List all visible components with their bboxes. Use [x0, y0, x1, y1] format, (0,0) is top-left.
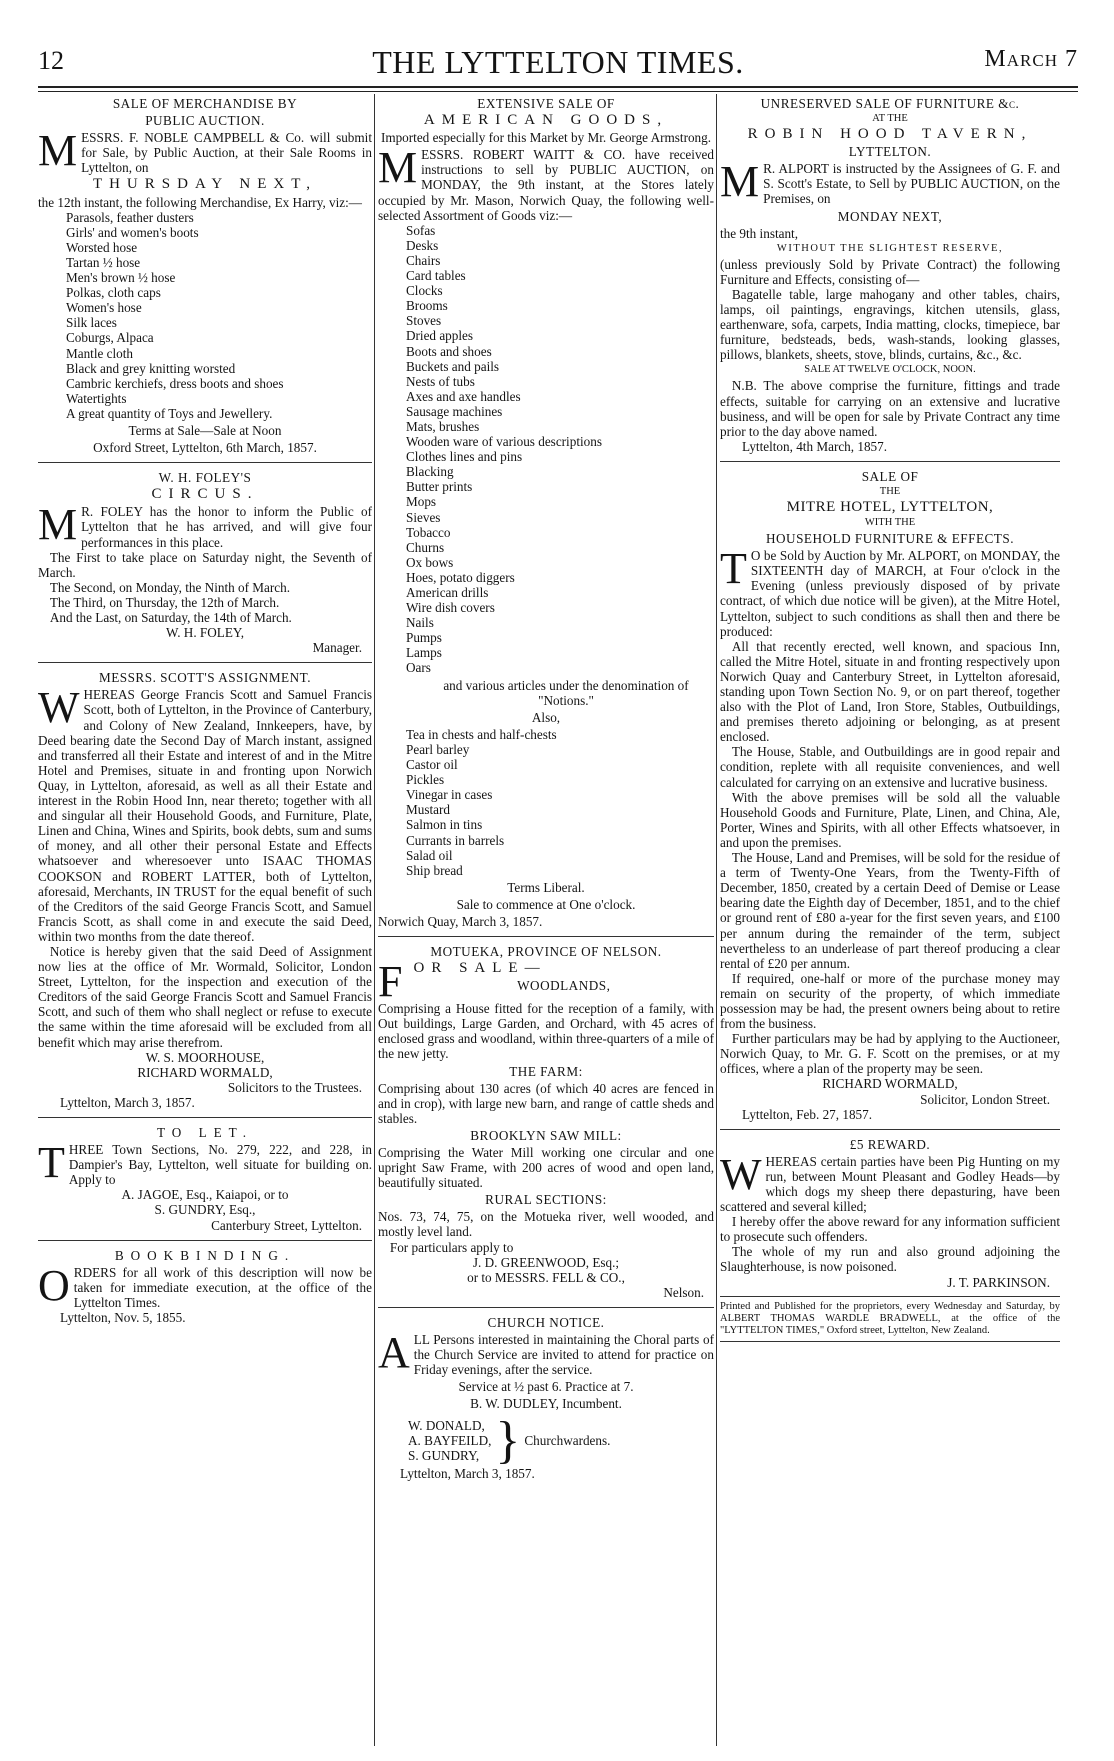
ad-terms: Terms at Sale—Sale at Noon: [128, 422, 282, 438]
ad-text: LL Persons interested in maintaining the Choral parts of the Church Service are invited to attend for practice on Friday evenings, after the service.: [413, 1332, 714, 1378]
ad-heading: SALE OF MERCHANDISE BY: [112, 96, 298, 111]
ad-text: The whole of my run and also ground adjoining the Slaughterhouse, is now poisoned.: [720, 1244, 1060, 1275]
ad-subheading: SALE AT TWELVE O'CLOCK, NOON.: [804, 364, 976, 376]
contact: Canterbury Street, Lyttelton.: [211, 1217, 362, 1233]
drop-cap: M: [38, 500, 78, 550]
list-item: Clocks: [406, 283, 443, 299]
ad-dateline: Lyttelton, March 3, 1857.: [400, 1465, 535, 1481]
list-item: Sofas: [406, 222, 436, 238]
ad-text: The House, Stable, and Outbuildings are in good repair and condition, replete with all requisite conveniences, and well calculated for carrying on an extensive and lucrative business.: [720, 744, 1060, 790]
list-item: Oars: [406, 660, 431, 676]
list-item: Pearl barley: [406, 741, 470, 757]
ad-subheading: WITH THE: [864, 517, 916, 529]
list-item: Castor oil: [406, 757, 458, 773]
signature: B. W. DUDLEY, Incumbent.: [470, 1396, 622, 1412]
ad-text: For particulars apply to: [389, 1239, 514, 1255]
list-item: Tobacco: [406, 524, 451, 540]
ad-text: And the Last, on Saturday, the 14th of March.: [49, 610, 292, 625]
page-number: 12: [38, 46, 64, 75]
signature: W. H. FOLEY,: [165, 625, 245, 641]
list-item: Sieves: [406, 509, 441, 525]
ad-text: Also,: [531, 709, 561, 725]
brace-icon: }: [495, 1411, 521, 1469]
list-item: Wire dish covers: [406, 600, 495, 616]
list-item: Ship bread: [406, 862, 463, 878]
signature: S. GUNDRY,: [408, 1448, 480, 1464]
list-item: Blacking: [406, 464, 454, 480]
ad-text: R. FOLEY has the honor to inform the Public of Lyttelton that he has arrived, and will give four performances in this place.: [81, 504, 372, 550]
contact: or to MESSRS. FELL & CO.,: [467, 1269, 625, 1285]
ad-text: the 9th instant,: [720, 225, 799, 241]
ad-subheading: AT THE: [872, 113, 908, 125]
list-item: Brooms: [406, 298, 448, 314]
ad-text: Bagatelle table, large mahogany and other tables, chairs, lamps, oil paintings, engravings, kitchen utensils, glass, earthenware, sofa, carpets, India matting, clocks, timepiece, bar furniture, bedsteads, beds, wash-stands, looking glasses, pillows, blankets, sheets, stove, blinds, curtains, &c., &c.: [720, 286, 1060, 363]
goods-list: [378, 727, 714, 878]
ad-text: the 12th instant, the following Merchandise, Ex Harry, viz:—: [38, 194, 362, 210]
ad-text: The First to take place on Saturday night, the Seventh of March.: [38, 549, 372, 580]
contact: S. GUNDRY, Esq.,: [154, 1202, 256, 1218]
drop-cap: A: [378, 1328, 410, 1378]
ad-separator: [378, 936, 714, 937]
signature: RICHARD WORMALD,: [137, 1064, 273, 1080]
to-let-ad: [38, 1125, 372, 1233]
ad-heading: BOOKBINDING.: [114, 1247, 296, 1263]
ad-subheading: THE: [879, 485, 901, 497]
ad-text: N.B. The above comprise the furniture, fittings and trade effects, suitable for carrying on an extensive and lucrative business, and will be open for sale by Private Contract any time prior to the day above named.: [720, 378, 1060, 439]
list-item: Chairs: [406, 252, 441, 268]
contact: A. JAGOE, Esq., Kaiapoi, or to: [121, 1187, 289, 1203]
masthead: [38, 38, 1078, 84]
list-item: Mops: [406, 494, 437, 510]
signature: J. T. PARKINSON.: [947, 1274, 1050, 1290]
masthead-rule: [38, 86, 1078, 92]
circus-ad: [38, 470, 372, 655]
list-item: Dried apples: [406, 328, 474, 344]
ad-heading: TO LET.: [156, 1125, 254, 1140]
ad-heading: AMERICAN GOODS,: [423, 112, 669, 129]
list-item: Currants in barrels: [406, 832, 505, 848]
signature-title: Solicitor, London Street.: [920, 1091, 1050, 1107]
ad-dateline: Norwich Quay, March 3, 1857.: [378, 913, 543, 929]
ad-text: The House, Land and Premises, will be sold for the residue of a term of Twenty-One Years, from the Twenty-Fifth of December, 1850, created by a certain Deed of Demise or Lease bearing date the Eighth day of December, 1851, and to the chief or ground rent of £80 a-year for the first seven years, and £100 per annum during the remainder of the term, subject nevertheless to an underlease of part thereof producing a clear rental of £20 per annum.: [720, 850, 1060, 971]
ad-separator: [720, 461, 1060, 462]
drop-cap: M: [38, 126, 78, 176]
list-item: Ox bows: [406, 554, 454, 570]
signature: W. DONALD,: [408, 1417, 485, 1433]
drop-cap: W: [720, 1149, 762, 1199]
ad-separator: [38, 662, 372, 663]
ad-text: and various articles under the denomination of "Notions.": [443, 677, 689, 708]
list-item: Pumps: [406, 630, 442, 646]
list-item: Desks: [406, 237, 439, 253]
ad-text: Further particulars may be had by applying to the Auctioneer, Norwich Quay, to Mr. G. F. Scott on the premises, or at my offices, where a plan of the property may be seen.: [720, 1031, 1060, 1077]
list-item: Watertights: [66, 390, 127, 406]
ad-subheading: Imported especially for this Market by Mr. George Armstrong.: [380, 130, 712, 146]
merchandise-list: [38, 210, 372, 421]
ad-heading: MOTUEKA, PROVINCE OF NELSON.: [430, 944, 662, 960]
ad-text: ESSRS. ROBERT WAITT & CO. have received instructions to sell by PUBLIC AUCTION, on MONDAY, the 9th instant, at the Stores lately occupied by Mr. Mason, Norwich Quay, the following well-selected Assortment of Goods viz:—: [378, 147, 714, 223]
ad-heading: MITRE HOTEL, LYTTELTON,: [786, 498, 994, 515]
list-item: Mats, brushes: [406, 418, 480, 434]
list-item: Salad oil: [406, 847, 453, 863]
ad-heading: ROBIN HOOD TAVERN,: [747, 126, 1033, 143]
signature-title: Manager.: [312, 640, 362, 656]
list-item: Parasols, feather dusters: [66, 209, 194, 225]
ad-text: ESSRS. F. NOBLE CAMPBELL & Co. will submit for Sale, by Public Auction, at their Sale Rooms in Lyttelton, on: [81, 130, 372, 176]
list-item: Black and grey knitting worsted: [66, 360, 236, 376]
ad-text: HEREAS George Francis Scott and Samuel Francis Scott, both of Lyttelton, in the Province of Canterbury, and Colony of New Zealand, Innkeepers, have, by Deed bearing date the Second Day of March instant, assigned and transferred all their Estate and interest of and in the Mitre Hotel and Premises, situate in and fronting upon Norwich Quay, in Lyttelton, aforesaid, as well as all their Estate and interest in the Robin Hood Inn, near thereto; together with all and singular all their Household Goods, and Furniture, Plate, Linen and China, Wines and Spirits, book debts, sum and sums of money, and all other their personal Estate and Effects whatsoever and wheresoever unto ISAAC THOMAS COOKSON and ROBERT LATTER, both of Lyttelton, aforesaid, Merchants, IN TRUST for the equal benefit of such of the Creditors of the said George Francis Scott, and Samuel Francis Scott, as shall come in and execute the said Deed, within two months from the date thereof.: [38, 687, 372, 944]
list-item: Mustard: [406, 802, 450, 818]
ad-heading: EXTENSIVE SALE OF: [477, 96, 615, 111]
list-item: Women's hose: [66, 300, 142, 316]
ad-text: All that recently erected, well known, and spacious Inn, called the Mitre Hotel, situate in and fronting respectively upon Norwich Quay and Canterbury Street, in Lyttelton aforesaid, standing upon Town Section No. 9, or on part thereof, together also with the Plot of Land, Iron Store, Stables, Outbuildings, and premises thereto adjoining or belonging, as at present enclosed.: [720, 638, 1060, 745]
merchandise-sale-ad: [38, 96, 372, 455]
ad-subheading: THE FARM:: [509, 1063, 583, 1079]
ad-subheading: MONDAY NEXT,: [837, 208, 943, 224]
ad-heading: CHURCH NOTICE.: [487, 1314, 605, 1330]
motueka-sale-ad: [378, 944, 714, 1300]
ad-dateline: Lyttelton, March 3, 1857.: [60, 1094, 195, 1110]
list-item: Worsted hose: [66, 239, 138, 255]
list-item: Mantle cloth: [66, 345, 134, 361]
ad-subheading: BROOKLYN SAW MILL:: [470, 1127, 622, 1143]
signature: RICHARD WORMALD,: [822, 1076, 958, 1092]
list-item: Sausage machines: [406, 403, 503, 419]
ad-dateline: Lyttelton, 4th March, 1857.: [742, 438, 888, 454]
column-divider: [716, 94, 717, 1746]
ad-text: HREE Town Sections, No. 279, 222, and 228, in Dampier's Bay, Lyttelton, well situate for building on. Apply to: [68, 1142, 372, 1188]
list-item: Butter prints: [406, 479, 473, 495]
ad-subheading: LYTTELTON.: [848, 144, 932, 160]
ad-text: Comprising the Water Mill working one circular and one upright Saw Frame, with 200 acres of wood and open land, beautifully situated.: [378, 1145, 714, 1191]
ad-text: HEREAS certain parties have been Pig Hunting on my run, between Mount Pleasant and Godley Heads—by which dogs my sheep there depasturing, have been scattered and several killed;: [720, 1153, 1060, 1215]
ad-heading: OR SALE—: [413, 960, 547, 977]
american-goods-ad: [378, 96, 714, 929]
list-item: Wooden ware of various descriptions: [406, 434, 602, 450]
ad-text: Nos. 73, 74, 75, on the Motueka river, well wooded, and mostly level land.: [378, 1209, 714, 1240]
drop-cap: W: [38, 683, 80, 733]
list-item: Polkas, cloth caps: [66, 285, 161, 301]
contact: J. D. GREENWOOD, Esq.;: [472, 1254, 620, 1270]
ad-heading: CIRCUS.: [151, 486, 259, 503]
list-item: Cambric kerchiefs, dress boots and shoes: [66, 375, 284, 391]
ad-text: The Third, on Thursday, the 12th of March.: [49, 594, 280, 610]
goods-list: [378, 223, 714, 676]
ad-separator: [38, 462, 372, 463]
list-item: Axes and axe handles: [406, 388, 521, 404]
list-item: Salmon in tins: [406, 817, 483, 833]
ad-separator: [720, 1129, 1060, 1130]
list-item: Girls' and women's boots: [66, 224, 199, 240]
issue-date: March 7: [984, 46, 1078, 72]
ad-dateline: Oxford Street, Lyttelton, 6th March, 1857.: [93, 440, 317, 456]
ad-separator: [38, 1117, 372, 1118]
newspaper-title: THE LYTTELTON TIMES.: [372, 44, 744, 80]
list-item: Tartan ½ hose: [66, 254, 141, 270]
list-item: Tea in chests and half-chests: [406, 726, 557, 742]
ad-subheading: WOODLANDS,: [517, 978, 611, 994]
list-item: Nails: [406, 615, 434, 631]
drop-cap: O: [38, 1260, 70, 1310]
column-1: [38, 94, 372, 1325]
ad-separator: [38, 1240, 372, 1241]
ad-text: (unless previously Sold by Private Contract) the following Furniture and Effects, consisting of—: [720, 256, 1060, 287]
ad-heading: HOUSEHOLD FURNITURE & EFFECTS.: [766, 531, 1014, 547]
list-item: Stoves: [406, 313, 442, 329]
mitre-hotel-sale-ad: [720, 469, 1060, 1122]
signature-title: Churchwardens.: [524, 1432, 611, 1448]
drop-cap: T: [38, 1138, 65, 1188]
list-item: Card tables: [406, 268, 466, 284]
list-item: Vinegar in cases: [406, 787, 493, 803]
ad-text: Comprising about 130 acres (of which 40 acres are fenced in and in crop), with large new barn, and range of cattle sheds and stables.: [378, 1080, 714, 1126]
column-3: [720, 94, 1060, 1342]
list-item: Silk laces: [66, 315, 117, 331]
ad-text: With the above premises will be sold all the valuable Household Goods and Furniture, Plate, Linen, and China, Ale, Porter, Wines and Spirits, with all other Effects whatsoever, in and upon the premises.: [720, 789, 1060, 850]
ad-text: RDERS for all work of this description will now be taken for immediate execution, at the office of the Lyttelton Times.: [73, 1264, 372, 1310]
signature: A. BAYFEILD,: [408, 1432, 492, 1448]
list-item: Pickles: [406, 772, 445, 788]
ad-subheading: RURAL SECTIONS:: [485, 1192, 607, 1208]
list-item: Coburgs, Alpaca: [66, 330, 154, 346]
drop-cap: T: [720, 544, 747, 594]
list-item: A great quantity of Toys and Jewellery.: [66, 405, 273, 421]
ad-heading: W. H. FOLEY'S: [158, 470, 252, 486]
assignment-notice: [38, 670, 372, 1110]
church-notice: [378, 1315, 714, 1481]
ad-text: Service at ½ past 6. Practice at 7.: [458, 1379, 634, 1395]
ad-text: Notice is hereby given that the said Deed of Assignment now lies at the office of Mr. Wormald, Solicitor, London Street, Lyttelton, for the inspection and execution of the Creditors of the said George Francis Scott and Samuel Francis Scott, and such of them who shall neglect or refuse to execute the same within the time aforesaid will be excluded from all benefit which may arise therefrom.: [38, 943, 372, 1050]
ad-dateline: Lyttelton, Nov. 5, 1855.: [60, 1310, 186, 1326]
ad-text: The Second, on Monday, the Ninth of March.: [49, 579, 291, 595]
list-item: Nests of tubs: [406, 373, 475, 389]
list-item: Boots and shoes: [406, 343, 492, 359]
ad-separator: [378, 1307, 714, 1308]
ad-heading: SALE OF: [861, 468, 919, 484]
ad-text: I hereby offer the above reward for any information sufficient to prosecute such offenders.: [720, 1214, 1060, 1245]
ad-subheading: WITHOUT THE SLIGHTEST RESERVE,: [776, 242, 1004, 254]
list-item: Churns: [406, 539, 445, 555]
furniture-sale-ad: [720, 96, 1060, 454]
ad-terms: Terms Liberal.: [507, 879, 585, 895]
list-item: Hoes, potato diggers: [406, 569, 515, 585]
ad-dateline: Lyttelton, Feb. 27, 1857.: [742, 1106, 873, 1122]
signature: W. S. MOORHOUSE,: [145, 1049, 265, 1065]
imprint: Printed and Published for the proprietors, every Wednesday and Saturday, by ALBERT THOMAS WARDLE BRADWELL, at the office of the "LYTTELTON TIMES," Oxford street, Lyttelton, New Zealand.: [720, 1296, 1060, 1342]
list-item: American drills: [406, 585, 489, 600]
reward-notice: [720, 1137, 1060, 1290]
signature-title: Solicitors to the Trustees.: [227, 1079, 362, 1095]
drop-cap: M: [378, 143, 418, 193]
bookbinding-ad: [38, 1248, 372, 1325]
list-item: Clothes lines and pins: [406, 449, 523, 465]
ad-text: Sale to commence at One o'clock.: [456, 896, 636, 912]
ad-heading: UNRESERVED SALE OF FURNITURE &c.: [760, 96, 1020, 111]
ad-heading: PUBLIC AUCTION.: [145, 113, 265, 129]
contact: Nelson.: [663, 1284, 704, 1300]
drop-cap: F: [378, 957, 410, 1007]
list-item: Men's brown ½ hose: [66, 270, 176, 286]
ad-text: If required, one-half or more of the purchase money may remain on security of the property, of which immediate possession may be had, the present owners being about to retire from the business.: [720, 970, 1060, 1032]
ad-text: O be Sold by Auction by Mr. ALPORT, on MONDAY, the SIXTEENTH day of MARCH, at Four o'clock in the Evening (unless previously disposed of by private contract, of which due notice will be given), at the Mitre Hotel, Lyttelton, subject to such conditions as shall then and there be produced:: [720, 548, 1060, 639]
list-item: Buckets and pails: [406, 358, 500, 374]
ad-subheading: THURSDAY NEXT,: [92, 176, 318, 193]
ad-text: Comprising a House fitted for the reception of a family, with Out buildings, Large Garden, and Orchard, with 45 acres of enclosed grass and woodland, within three-quarters of a mile of the new jetty.: [378, 1001, 714, 1062]
churchwardens-block: [378, 1411, 714, 1469]
column-divider: [374, 94, 375, 1746]
list-item: Lamps: [406, 645, 442, 661]
column-2: [378, 94, 714, 1481]
drop-cap: M: [720, 157, 760, 207]
ad-heading: £5 REWARD.: [849, 1136, 931, 1152]
ad-text: R. ALPORT is instructed by the Assignees of G. F. and S. Scott's Estate, to Sell by PUBLIC AUCTION, on the Premises, on: [763, 161, 1060, 207]
ad-heading: MESSRS. SCOTT'S ASSIGNMENT.: [98, 670, 312, 686]
